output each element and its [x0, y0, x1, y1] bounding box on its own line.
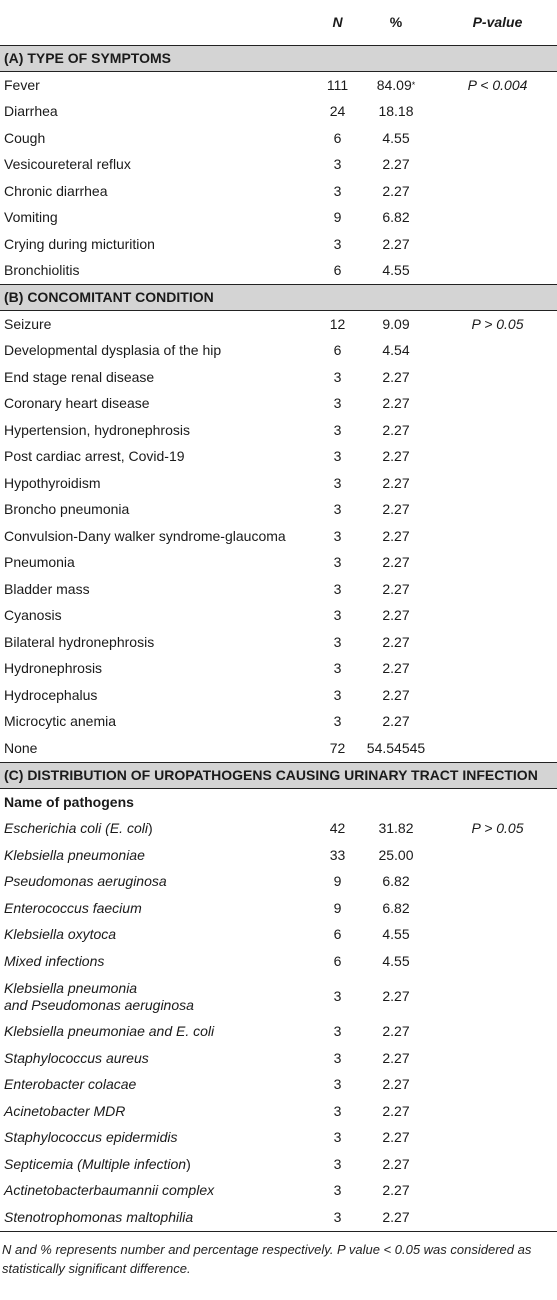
row-n: 6 [333, 342, 342, 359]
row-pct-value: 2.27 [382, 1208, 410, 1225]
row-label [0, 842, 317, 869]
table-row [0, 975, 557, 1019]
table-row [0, 629, 557, 656]
row-label: End stage renal disease [4, 368, 155, 385]
row-n: 3 [333, 554, 342, 571]
row-n: 33 [329, 846, 346, 863]
table-row [0, 603, 557, 630]
row-label-part: Escherichia coli ( [4, 820, 110, 837]
row-pct [354, 364, 434, 391]
row-label: Broncho pneumonia [4, 501, 130, 518]
row-pvalue [434, 842, 557, 869]
row-label: Microcytic anemia [4, 713, 117, 730]
row-pct-value: 2.27 [382, 580, 410, 597]
row-pct-value: 2.27 [382, 1129, 410, 1146]
section-header [0, 762, 557, 788]
row-pct-value: 54.54545 [366, 739, 426, 756]
row-pct-value: 2.27 [382, 1155, 410, 1172]
header-pvalue: P-value [434, 0, 557, 46]
row-n: 3 [333, 1155, 342, 1172]
row-pct [354, 576, 434, 603]
row-pvalue [434, 603, 557, 630]
row-n: 3 [333, 1049, 342, 1066]
row-label: Fever [4, 76, 40, 93]
row-pct-value: 2.27 [382, 607, 410, 624]
row-pct [354, 656, 434, 683]
table-row [0, 1045, 557, 1072]
row-n: 24 [329, 103, 346, 120]
table-row [0, 470, 557, 497]
row-pvalue [434, 1098, 557, 1125]
table-row [0, 1151, 557, 1178]
row-label [0, 1125, 317, 1152]
row-label: Bladder mass [4, 580, 90, 597]
row-pct-value: 18.18 [378, 103, 414, 120]
row-label-part: Enterococcus faecium [4, 899, 142, 916]
row-label [0, 869, 317, 896]
row-n: 6 [333, 952, 342, 969]
section-title: (A) TYPE OF SYMPTOMS [0, 46, 557, 72]
subheader-label: Name of pathogens [4, 793, 134, 810]
row-label: Pneumonia [4, 554, 75, 571]
row-pct [354, 922, 434, 949]
row-pvalue [434, 523, 557, 550]
table-row [0, 205, 557, 232]
row-label: Bronchiolitis [4, 262, 80, 279]
row-pct [354, 1151, 434, 1178]
row-n: 3 [333, 448, 342, 465]
table-row [0, 231, 557, 258]
table-row [0, 1178, 557, 1205]
row-pvalue [434, 1178, 557, 1205]
row-pvalue [434, 178, 557, 205]
row-pct-value: 2.27 [382, 713, 410, 730]
row-pvalue [434, 1151, 557, 1178]
row-pvalue [434, 258, 557, 285]
row-label [0, 1151, 317, 1178]
row-pct-value: 25.00 [378, 846, 414, 863]
row-pct [354, 152, 434, 179]
row-pvalue [434, 735, 557, 762]
row-n: 3 [333, 713, 342, 730]
row-pct [354, 842, 434, 869]
row-label [0, 1045, 317, 1072]
row-label-part: Acinetobacter MDR [4, 1102, 126, 1119]
row-pct-value: 6.82 [382, 209, 410, 226]
row-label: Hydrocephalus [4, 686, 98, 703]
row-n: 9 [333, 873, 342, 890]
row-pct-value: 2.27 [382, 686, 410, 703]
row-n: 3 [333, 660, 342, 677]
row-label-part: Septicemia ( [4, 1155, 82, 1172]
table-row [0, 364, 557, 391]
row-label: Post cardiac arrest, Covid-19 [4, 448, 185, 465]
row-label [0, 1072, 317, 1099]
row-label: Hypothyroidism [4, 474, 101, 491]
row-label: Cyanosis [4, 607, 62, 624]
row-label [0, 1098, 317, 1125]
row-pvalue [434, 656, 557, 683]
row-pct [354, 444, 434, 471]
row-pct-value: 2.27 [382, 182, 410, 199]
row-pct-value: 2.27 [382, 1049, 410, 1066]
table-row [0, 735, 557, 762]
row-pct [354, 975, 434, 1019]
significance-mark: * [411, 79, 416, 90]
table-row [0, 391, 557, 418]
row-pct-value: 31.82 [378, 820, 414, 837]
row-pct [354, 417, 434, 444]
row-n: 9 [333, 209, 342, 226]
table-row [0, 523, 557, 550]
row-n: 6 [333, 926, 342, 943]
row-label-part: Actinetobacterbaumannii complex [4, 1182, 215, 1199]
row-pct [354, 258, 434, 285]
row-pvalue [434, 497, 557, 524]
row-label-part: Stenotrophomonas maltophilia [4, 1208, 194, 1225]
row-pct [354, 311, 434, 338]
row-pvalue: P > 0.05 [471, 820, 524, 837]
row-pct-value: 2.27 [382, 421, 410, 438]
row-pct [354, 497, 434, 524]
table-row [0, 258, 557, 285]
row-pvalue [434, 470, 557, 497]
row-label: None [4, 739, 38, 756]
row-label-part: Enterobacter colacae [4, 1076, 137, 1093]
row-pct-value: 2.27 [382, 448, 410, 465]
row-n: 3 [333, 633, 342, 650]
row-label: Chronic diarrhea [4, 182, 108, 199]
row-pvalue [434, 417, 557, 444]
table-row [0, 338, 557, 365]
row-n: 3 [333, 395, 342, 412]
row-n: 3 [333, 607, 342, 624]
row-n: 3 [333, 1076, 342, 1093]
table-row [0, 1072, 557, 1099]
row-n: 3 [333, 421, 342, 438]
row-label: Seizure [4, 315, 52, 332]
row-label: Vesicoureteral reflux [4, 156, 131, 173]
row-pvalue [434, 1204, 557, 1231]
row-label-part: Klebsiella oxytoca [4, 926, 117, 943]
row-pct-value: 4.55 [382, 926, 410, 943]
row-pct [354, 338, 434, 365]
table-row [0, 1098, 557, 1125]
row-pct-value: 2.27 [382, 1102, 410, 1119]
row-pvalue [434, 99, 557, 126]
row-pct [354, 125, 434, 152]
row-label-part: ) [147, 820, 153, 837]
row-pct [354, 603, 434, 630]
subheader-row [0, 788, 557, 816]
row-pct [354, 816, 434, 843]
table-row [0, 709, 557, 736]
row-pvalue [434, 869, 557, 896]
header-n: N [317, 0, 354, 46]
row-pct-value: 2.27 [382, 368, 410, 385]
row-label: Coronary heart disease [4, 395, 150, 412]
row-n: 6 [333, 129, 342, 146]
row-n: 3 [333, 527, 342, 544]
header-pct: % [354, 0, 434, 46]
row-label-part: Klebsiella pneumoniae [4, 846, 145, 863]
row-n: 111 [326, 76, 349, 93]
row-label [0, 975, 317, 1019]
table-row [0, 816, 557, 843]
row-pct [354, 550, 434, 577]
row-n: 12 [329, 315, 346, 332]
row-n: 3 [333, 1023, 342, 1040]
table-row [0, 1125, 557, 1152]
row-pvalue [434, 391, 557, 418]
table-row [0, 1204, 557, 1231]
row-pct [354, 629, 434, 656]
section-title: (B) CONCOMITANT CONDITION [0, 285, 557, 311]
row-n: 3 [317, 1204, 354, 1231]
row-pct-value: 4.54 [382, 342, 410, 359]
row-pct [354, 948, 434, 975]
row-pct [354, 1204, 434, 1231]
row-pct [354, 1045, 434, 1072]
row-pct [354, 709, 434, 736]
row-label [0, 895, 317, 922]
row-label-part: Klebsiella pneumoniae and E. coli [4, 1023, 215, 1040]
row-pct [354, 231, 434, 258]
row-pct [354, 1019, 434, 1046]
row-n: 3 [333, 1102, 342, 1119]
section-title: (C) DISTRIBUTION OF UROPATHOGENS CAUSING URINARY TRACT INFECTION [0, 762, 557, 788]
row-pvalue [434, 205, 557, 232]
row-pvalue [434, 152, 557, 179]
row-pvalue [434, 948, 557, 975]
row-pvalue [434, 550, 557, 577]
row-pct [354, 72, 434, 99]
section-header [0, 285, 557, 311]
row-pvalue [434, 125, 557, 152]
row-label [0, 1019, 317, 1046]
table-row [0, 125, 557, 152]
row-pct [354, 205, 434, 232]
row-n: 72 [329, 739, 346, 756]
table-row [0, 948, 557, 975]
row-label [0, 816, 317, 843]
row-pct-value: 9.09 [382, 315, 410, 332]
section-header [0, 46, 557, 72]
row-pct [354, 869, 434, 896]
row-n: 6 [333, 262, 342, 279]
row-pct-value: 2.27 [382, 988, 410, 1004]
row-label [0, 922, 317, 949]
row-pct-value: 4.55 [382, 262, 410, 279]
row-pct-value: 2.27 [382, 1076, 410, 1093]
row-pvalue [434, 444, 557, 471]
row-pvalue: P > 0.05 [471, 315, 524, 332]
table-row [0, 72, 557, 99]
row-label: Hypertension, hydronephrosis [4, 421, 190, 438]
row-n: 3 [333, 988, 342, 1004]
row-pvalue [434, 1125, 557, 1152]
row-n: 3 [333, 182, 342, 199]
header-blank [0, 0, 317, 46]
row-n: 3 [333, 580, 342, 597]
table-row [0, 895, 557, 922]
row-pvalue [434, 682, 557, 709]
row-label: Convulsion-Dany walker syndrome-glaucoma [4, 527, 286, 544]
row-pct [354, 470, 434, 497]
row-n: 3 [333, 474, 342, 491]
row-pvalue [434, 1072, 557, 1099]
row-pct-value: 2.27 [382, 1023, 410, 1040]
row-n: 3 [333, 686, 342, 703]
row-label-part: ) [186, 1155, 191, 1172]
row-pvalue: P < 0.004 [467, 76, 528, 93]
row-n: 42 [329, 820, 346, 837]
row-pvalue [434, 975, 557, 1019]
row-label-part: E. coli [109, 820, 148, 837]
row-pvalue [434, 1045, 557, 1072]
table-row [0, 869, 557, 896]
row-pct-value: 2.27 [382, 1182, 410, 1199]
row-label: Vomiting [4, 209, 58, 226]
row-pct [354, 178, 434, 205]
row-pvalue [434, 364, 557, 391]
row-pct-value: 2.27 [382, 633, 410, 650]
row-label: Hydronephrosis [4, 660, 103, 677]
row-pct [354, 1072, 434, 1099]
table-row [0, 1019, 557, 1046]
row-pct-value: 2.27 [382, 501, 410, 518]
row-n: 3 [333, 235, 342, 252]
row-pct-value: 2.27 [382, 527, 410, 544]
row-label-part: Staphylococcus aureus [4, 1049, 149, 1066]
row-pct-value: 6.82 [382, 899, 410, 916]
row-pct [354, 1125, 434, 1152]
row-label: Developmental dysplasia of the hip [4, 342, 222, 359]
row-pct-value: 2.27 [382, 554, 410, 571]
row-pct [354, 523, 434, 550]
row-pct-value: 4.55 [382, 952, 410, 969]
row-pct-value: 2.27 [382, 474, 410, 491]
row-pvalue [434, 629, 557, 656]
row-pct [354, 735, 434, 762]
row-pct-value: 6.82 [382, 873, 410, 890]
row-label: Cough [4, 129, 46, 146]
row-pct [354, 99, 434, 126]
row-n: 3 [333, 1182, 342, 1199]
row-label: Crying during micturition [4, 235, 155, 252]
row-pct-value: 2.27 [382, 235, 410, 252]
table-row [0, 444, 557, 471]
row-pct [354, 682, 434, 709]
row-n: 3 [333, 1129, 342, 1146]
row-label: Bilateral hydronephrosis [4, 633, 155, 650]
row-label-part: Multiple infection [81, 1155, 187, 1172]
row-pvalue [434, 922, 557, 949]
row-n: 3 [333, 156, 342, 173]
row-n: 3 [333, 501, 342, 518]
row-label [0, 948, 317, 975]
table-row [0, 656, 557, 683]
table-row [0, 99, 557, 126]
row-label-part: Klebsiella pneumonia [4, 979, 138, 996]
row-pct [354, 895, 434, 922]
row-label: Diarrhea [4, 103, 58, 120]
row-label-part: Pseudomonas aeruginosa [4, 873, 167, 890]
table-row [0, 576, 557, 603]
row-n: 9 [333, 899, 342, 916]
table-row [0, 497, 557, 524]
table-row [0, 682, 557, 709]
row-pvalue [434, 231, 557, 258]
row-label-part: Staphylococcus epidermidis [4, 1129, 178, 1146]
table-row [0, 417, 557, 444]
table-row [0, 178, 557, 205]
row-pct-value: 2.27 [382, 395, 410, 412]
row-pvalue [434, 895, 557, 922]
row-n: 3 [333, 368, 342, 385]
row-label [0, 1204, 317, 1231]
row-pvalue [434, 1019, 557, 1046]
table-row [0, 311, 557, 338]
header-row [0, 0, 557, 46]
row-pct [354, 1178, 434, 1205]
row-pct-value: 84.09 [376, 76, 412, 93]
table-row [0, 842, 557, 869]
table-row [0, 550, 557, 577]
row-pvalue [434, 338, 557, 365]
row-pct-value: 4.55 [382, 129, 410, 146]
row-label-part: Mixed infections [4, 952, 105, 969]
table-row [0, 152, 557, 179]
row-label-part: and Pseudomonas aeruginosa [4, 996, 194, 1013]
table-row [0, 922, 557, 949]
footnote: N and % represents number and percentage respectively. P value < 0.05 was considered as statistically significant difference. [2, 1241, 532, 1276]
row-pvalue [434, 709, 557, 736]
row-pct [354, 1098, 434, 1125]
row-pct-value: 2.27 [382, 156, 410, 173]
row-pct-value: 2.27 [382, 660, 410, 677]
row-pct [354, 391, 434, 418]
row-pvalue [434, 576, 557, 603]
row-label [0, 1178, 317, 1205]
